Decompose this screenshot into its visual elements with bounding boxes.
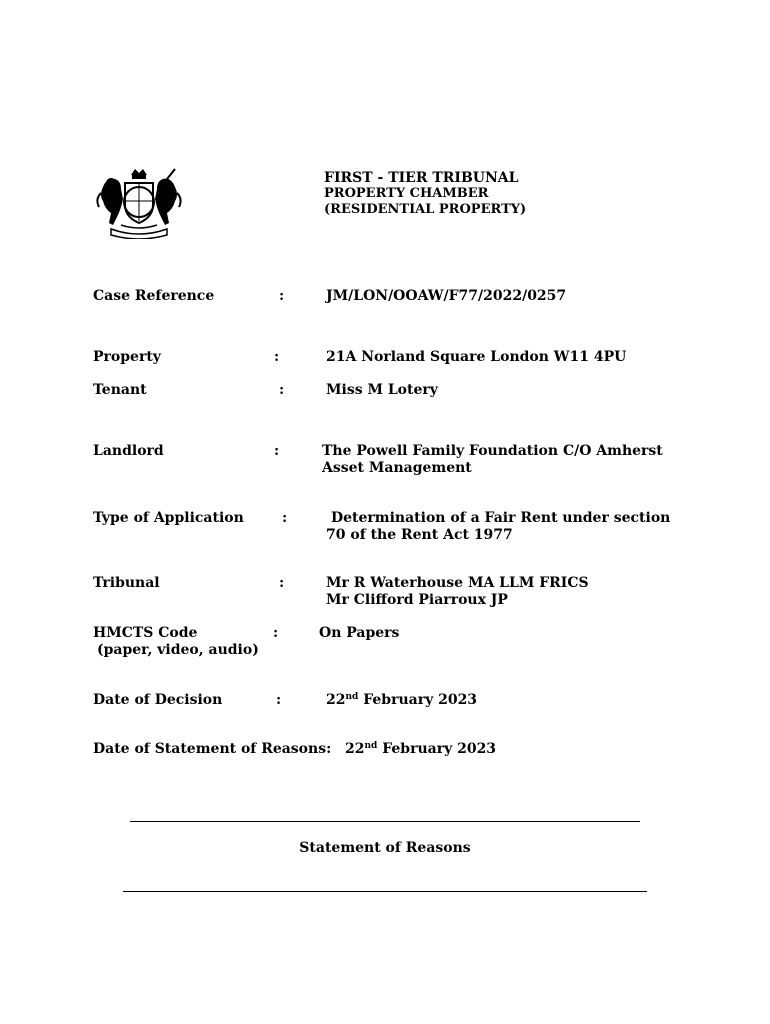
tribunal-value-line-1: Mr R Waterhouse MA LLM FRICS — [326, 575, 589, 591]
hmcts-code-label: HMCTS Code — [93, 625, 198, 641]
date-of-decision-suffix: nd — [345, 692, 359, 702]
date-of-statement-suffix: nd — [364, 741, 378, 751]
case-reference-colon: : — [279, 288, 285, 304]
property-label: Property — [93, 349, 161, 365]
date-of-statement-label: Date of Statement of Reasons: — [93, 741, 332, 757]
header-line-3: (RESIDENTIAL PROPERTY) — [324, 202, 527, 217]
header-line-1: FIRST - TIER TRIBUNAL — [324, 170, 519, 186]
landlord-colon: : — [274, 443, 280, 459]
tribunal-header — [324, 170, 526, 218]
case-reference-value: JM/LON/OOAW/F77/2022/0257 — [326, 288, 567, 304]
statement-of-reasons-title: Statement of Reasons — [299, 840, 471, 856]
bottom-divider-rule — [123, 891, 647, 892]
landlord-value-line-2: Asset Management — [322, 460, 472, 476]
type-of-application-label: Type of Application — [93, 510, 244, 526]
header-line-2: PROPERTY CHAMBER — [324, 186, 489, 201]
property-value: 21A Norland Square London W11 4PU — [326, 349, 627, 365]
top-divider-rule — [130, 821, 640, 822]
hmcts-code-value: On Papers — [319, 625, 400, 641]
type-of-application-value-line-1: Determination of a Fair Rent under section — [331, 510, 671, 526]
date-of-statement-rest: February 2023 — [377, 741, 497, 757]
date-of-decision-colon: : — [276, 692, 282, 708]
tribunal-value-line-2: Mr Clifford Piarroux JP — [326, 592, 508, 608]
type-of-application-value-line-2: 70 of the Rent Act 1977 — [326, 527, 513, 543]
tribunal-label: Tribunal — [93, 575, 160, 591]
tenant-value: Miss M Lotery — [326, 382, 438, 398]
property-colon: : — [274, 349, 280, 365]
date-of-decision-label: Date of Decision — [93, 692, 223, 708]
tribunal-colon: : — [279, 575, 285, 591]
tenant-colon: : — [279, 382, 285, 398]
date-of-statement-value — [345, 741, 496, 758]
tenant-label: Tenant — [93, 382, 147, 398]
date-of-decision-rest: February 2023 — [358, 692, 478, 708]
date-of-decision-value — [326, 692, 477, 709]
hmcts-code-colon: : — [273, 625, 279, 641]
landlord-label: Landlord — [93, 443, 164, 459]
date-of-statement-day: 22 — [345, 741, 365, 757]
date-of-decision-day: 22 — [326, 692, 346, 708]
landlord-value-line-1: The Powell Family Foundation C/O Amherst — [322, 443, 663, 459]
royal-coat-of-arms-icon — [93, 165, 185, 239]
case-reference-label: Case Reference — [93, 288, 215, 304]
type-of-application-colon: : — [282, 510, 288, 526]
hmcts-code-sub-label: (paper, video, audio) — [97, 642, 259, 658]
